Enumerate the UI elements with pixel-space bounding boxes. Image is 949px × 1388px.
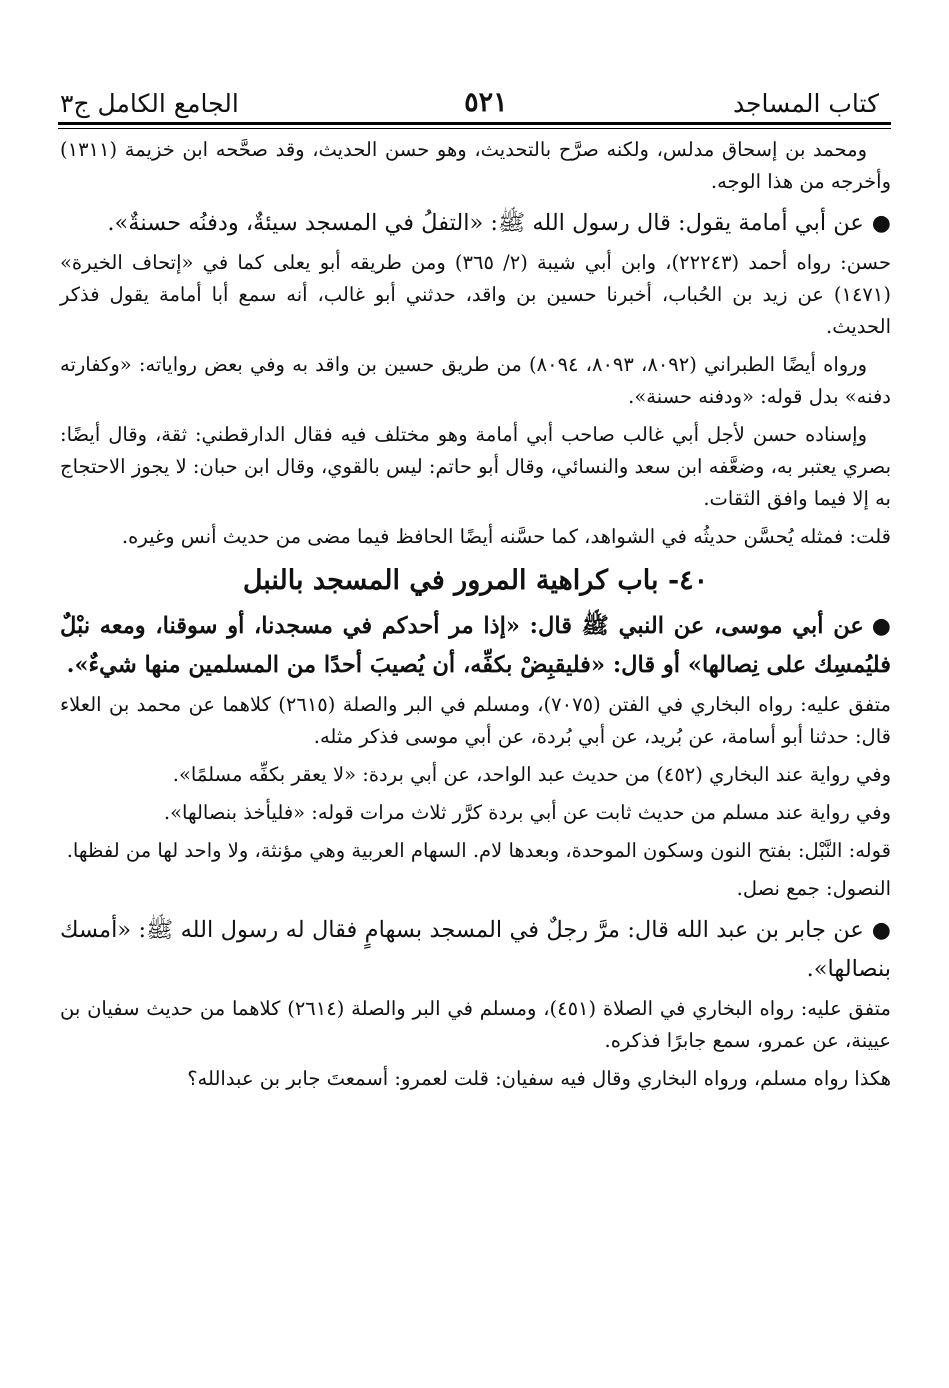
commentary-paragraph: وفي رواية عند البخاري (٤٥٢) من حديث عبد الواحد، عن أبي بردة: «لا يعقر بكفِّه مسلمًا».: [172, 763, 891, 786]
commentary-paragraph: قلت: فمثله يُحسَّن حديثُه في الشواهد، كما حسَّنه أيضًا الحافظ فيما مضى من حديث أنس وغيره.: [121, 525, 891, 548]
header-book-title: كتاب المساجد: [732, 89, 879, 118]
page-number: ٥٢١: [464, 87, 508, 118]
commentary-paragraph: ورواه أيضًا الطبراني (٨٠٩٢، ٨٠٩٣، ٨٠٩٤) من طريق حسين بن واقد به وفي بعض رواياته: «وكفارته دفنه» بدل قوله: «ودفنه حسنة».: [60, 353, 891, 408]
bullet-icon: ●: [871, 211, 891, 236]
hadith-text: عن جابر بن عبد الله قال: مرَّ رجلٌ في المسجد بسهامٍ فقال له رسول الله ﷺ: «أمسك بنصالها».: [60, 917, 891, 982]
chapter-heading: ٤٠- باب كراهية المرور في المسجد بالنبل: [242, 565, 709, 596]
commentary-paragraph: متفق عليه: رواه البخاري في الفتن (٧٠٧٥)، ومسلم في البر والصلة (٢٦١٥) كلاهما عن محمد بن العلاء قال: حدثنا أبو أسامة، عن بُريد، عن أبي بُردة، عن أبي موسى فذكر مثله.: [60, 693, 891, 748]
commentary-paragraph: وإسناده حسن لأجل أبي غالب صاحب أبي أمامة وهو مختلف فيه فقال الدارقطني: ثقة، وقال أيضًا: بصري يعتبر به، وضعَّفه ابن سعد والنسائي، وقال أبو حاتم: ليس بالقوي، وقال ابن حبان: لا يجوز الاحتجاج به إلا فيما وافق الثقات.: [60, 423, 891, 510]
hadith-text: عن أبي موسى، عن النبي ﷺ قال: «إذا مر أحدكم في مسجدنا، أو سوقنا، ومعه نبْلٌ فليُمسِك على نِصالها» أو قال: «فليقبِضْ بكفِّه، أن يُصيبَ أحدًا من المسلمين منها شيءٌ».: [60, 613, 891, 678]
bullet-icon: ●: [871, 613, 891, 639]
page-header: [60, 66, 879, 116]
hadith-paragraph: [60, 911, 891, 989]
commentary-paragraph: متفق عليه: رواه البخاري في الصلاة (٤٥١)، ومسلم في البر والصلة (٢٦١٤) كلاهما من حديث سفيان بن عيينة، عن عمرو، سمع جابرًا فذكره.: [60, 997, 891, 1052]
page-body: [60, 134, 891, 1101]
header-volume-title: الجامع الكامل ج٣: [60, 89, 239, 118]
header-rule-thick: [58, 122, 891, 125]
commentary-paragraph: هكذا رواه مسلم، ورواه البخاري وقال فيه سفيان: قلت لعمرو: أسمعتَ جابر بن عبدالله؟: [187, 1067, 891, 1090]
bullet-icon: ●: [871, 918, 891, 943]
hadith-paragraph: [60, 607, 891, 685]
commentary-paragraph: ومحمد بن إسحاق مدلس، ولكنه صرَّح بالتحديث، وهو حسن الحديث، وقد صحَّحه ابن خزيمة (١٣١١) وأخرجه من هذا الوجه.: [60, 138, 891, 193]
hadith-text: عن أبي أمامة يقول: قال رسول الله ﷺ: «التفلُ في المسجد سيئةٌ، ودفنُه حسنةٌ».: [107, 210, 864, 236]
commentary-paragraph: حسن: رواه أحمد (٢٢٢٤٣)، وابن أبي شيبة (٢/ ٣٦٥) ومن طريقه أبو يعلى كما في «إتحاف الخيرة» (١٤٧١) عن زيد بن الحُباب، أخبرنا حسين بن واقد، حدثني أبو غالب، أنه سمع أبا أمامة يقول فذكر الحديث.: [60, 251, 891, 338]
commentary-paragraph: وفي رواية عند مسلم من حديث ثابت عن أبي بردة كرَّر ثلاث مرات قوله: «فليأخذ بنصالها».: [163, 801, 891, 824]
commentary-paragraph: قوله: النَّبْل: بفتح النون وسكون الموحدة، وبعدها لام. السهام العربية وهي مؤنثة، ولا واحد لها من لفظها.: [66, 839, 891, 862]
header-rule-thin: [58, 128, 891, 129]
hadith-paragraph: [60, 204, 891, 243]
commentary-paragraph: النصول: جمع نصل.: [736, 877, 891, 900]
